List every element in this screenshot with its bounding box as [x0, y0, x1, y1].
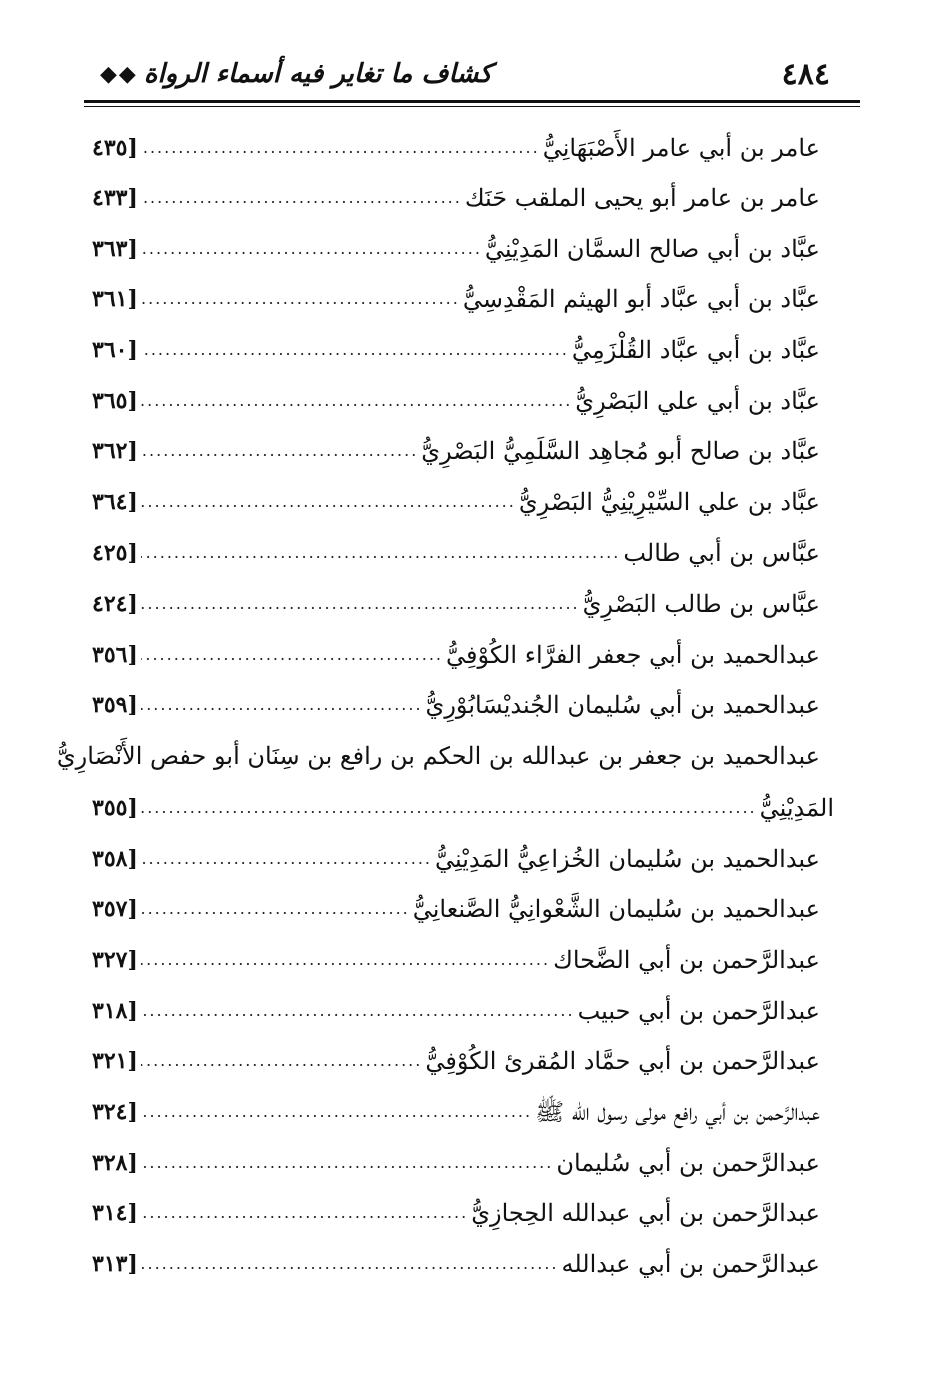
dot-leader	[141, 840, 432, 878]
entry-ref: [٣٢١	[92, 1048, 138, 1074]
entry-name: عامر بن أبي عامر الأَصْبَهَانِيُّ	[542, 134, 820, 162]
entry-name: عبدالحميد بن سُليمان الشَّعْوانِيُّ الصَّنعانِيُّ	[412, 895, 820, 923]
dot-leader	[141, 432, 418, 470]
index-entry	[92, 585, 820, 623]
index-entry	[92, 129, 820, 167]
index-entry	[92, 230, 820, 268]
dot-leader	[141, 331, 569, 369]
entry-ref: [٣٦٠	[92, 337, 138, 363]
index-entry	[92, 432, 820, 470]
dot-leader	[141, 789, 757, 827]
index-entry	[92, 331, 820, 369]
entry-name: عبدالرَّحمن بن أبي الضَّحاك	[553, 946, 820, 974]
entry-ref: [٣٢٤	[92, 1099, 138, 1125]
index-entry	[92, 1093, 820, 1131]
index-entry	[92, 992, 820, 1030]
dot-leader	[141, 1042, 422, 1080]
dot-leader	[141, 686, 423, 724]
entry-ref: [٣٥٦	[92, 642, 138, 668]
entry-ref: [٣١٤	[92, 1200, 138, 1226]
index-entry	[92, 840, 820, 878]
entry-name: عبَّاد بن صالح أبو مُجاهِد السَّلَمِيُّ البَصْرِيُّ	[421, 437, 820, 465]
entry-ref: [٣٦٢	[92, 438, 138, 464]
entry-name: عبَّاد بن أبي عبَّاد أبو الهيثم المَقْدِسِيُّ	[462, 285, 820, 313]
index-entry	[92, 1245, 820, 1283]
index-entry	[92, 941, 820, 979]
dot-leader	[141, 636, 443, 674]
entry-name: عبدالرَّحمن بن أبي عبدالله	[561, 1250, 820, 1278]
entry-ref: [٣٥٨	[92, 846, 138, 872]
entry-ref: [٣١٣	[92, 1251, 138, 1277]
entry-name: عبدالرَّحمن بن أبي حبيب	[577, 997, 820, 1025]
entry-ref: [٣٢٧	[92, 947, 138, 973]
entry-name: عبدالحميد بن أبي سُليمان الجُنديْسَابُوْرِيُّ	[425, 691, 820, 719]
running-title: كشاف ما تغاير فيه أسماء الرواة	[143, 59, 492, 89]
index-entry	[92, 534, 820, 572]
dot-leader	[141, 534, 620, 572]
entry-name: عامر بن عامر أبو يحيى الملقب حَنَك	[464, 184, 820, 212]
entry-name: عبَّاد بن أبي عبَّاد القُلْزَمِيُّ	[571, 336, 820, 364]
entry-ref: [٤٣٥	[92, 135, 138, 161]
index-entry	[92, 1194, 820, 1232]
dot-leader	[141, 179, 462, 217]
entry-ref: [٣١٨	[92, 998, 138, 1024]
entry-ref: [٣٦٥	[92, 388, 138, 414]
entry-name: عبَّاد بن أبي صالح السمَّان المَدِيْنِيُّ	[484, 235, 820, 263]
dot-leader	[141, 1194, 468, 1232]
dot-leader	[141, 280, 460, 318]
dot-leader	[141, 585, 580, 623]
index-entry	[92, 179, 820, 217]
index-entry-continuation	[92, 789, 834, 827]
entry-ref: [٤٢٥	[92, 540, 138, 566]
entry-ref: [٣٥٧	[92, 896, 138, 922]
entry-name: عبدالحميد بن جعفر بن عبدالله بن الحكم بن رافع بن سِنَان أبو حفص الأَنْصَارِيُّ	[56, 742, 820, 770]
index-entry	[92, 1144, 820, 1182]
entry-ref: [٣٥٥	[92, 795, 138, 821]
dot-leader	[141, 890, 410, 928]
dot-leader	[141, 1245, 559, 1283]
entry-name: عبدالحميد بن أبي جعفر الفرَّاء الكُوْفِيُّ	[445, 641, 820, 669]
dot-leader	[141, 129, 540, 167]
entry-name: عبدالرَّحمن بن أبي سُليمان	[556, 1149, 820, 1177]
index-entry	[92, 382, 820, 420]
entry-ref: [٣٥٩	[92, 692, 138, 718]
index-entry	[92, 890, 820, 928]
entry-name: عبَّاس بن أبي طالب	[623, 539, 820, 567]
entry-name: المَدِيْنِيُّ	[759, 794, 834, 822]
entry-ref: [٣٦٣	[92, 236, 138, 262]
entry-ref: [٣٢٨	[92, 1150, 138, 1176]
entry-name: عبدالرَّحمن بن أبي عبدالله الحِجازِيُّ	[471, 1199, 820, 1227]
index-entry	[92, 483, 820, 521]
entry-name: عبَّاد بن علي السِّيْرِيْنِيُّ البَصْرِيُّ	[518, 488, 820, 516]
index-entry-first-line	[56, 737, 820, 775]
dot-leader	[141, 382, 572, 420]
dot-leader	[141, 1144, 553, 1182]
dot-leader	[141, 992, 575, 1030]
dot-leader	[141, 483, 516, 521]
index-entry	[92, 686, 820, 724]
diamond-ornament-icon: ◆◆	[100, 61, 138, 87]
entry-name: عبَّاد بن أبي علي البَصْرِيُّ	[575, 387, 820, 415]
dot-leader	[141, 230, 482, 268]
dot-leader	[141, 941, 550, 979]
page-number: ٤٨٤	[781, 56, 830, 92]
entry-name: عبدالرَّحمن بن أبي رافع مولى رسول الله ﷺ	[535, 1098, 820, 1126]
entry-name: عبدالرَّحمن بن أبي حمَّاد المُقرئ الكُوْفِيُّ	[425, 1047, 820, 1075]
entry-ref: [٤٣٣	[92, 185, 138, 211]
index-entry	[92, 636, 820, 674]
entry-ref: [٤٢٤	[92, 591, 138, 617]
index-entry	[92, 1042, 820, 1080]
entry-name: عبدالحميد بن سُليمان الخُزاعِيُّ المَدِيْنِيُّ	[434, 845, 820, 873]
index-entry	[92, 280, 820, 318]
entry-ref: [٣٦٤	[92, 489, 138, 515]
entry-name: عبَّاس بن طالب البَصْرِيُّ	[582, 590, 820, 618]
dot-leader	[141, 1093, 532, 1131]
entry-ref: [٣٦١	[92, 286, 138, 312]
